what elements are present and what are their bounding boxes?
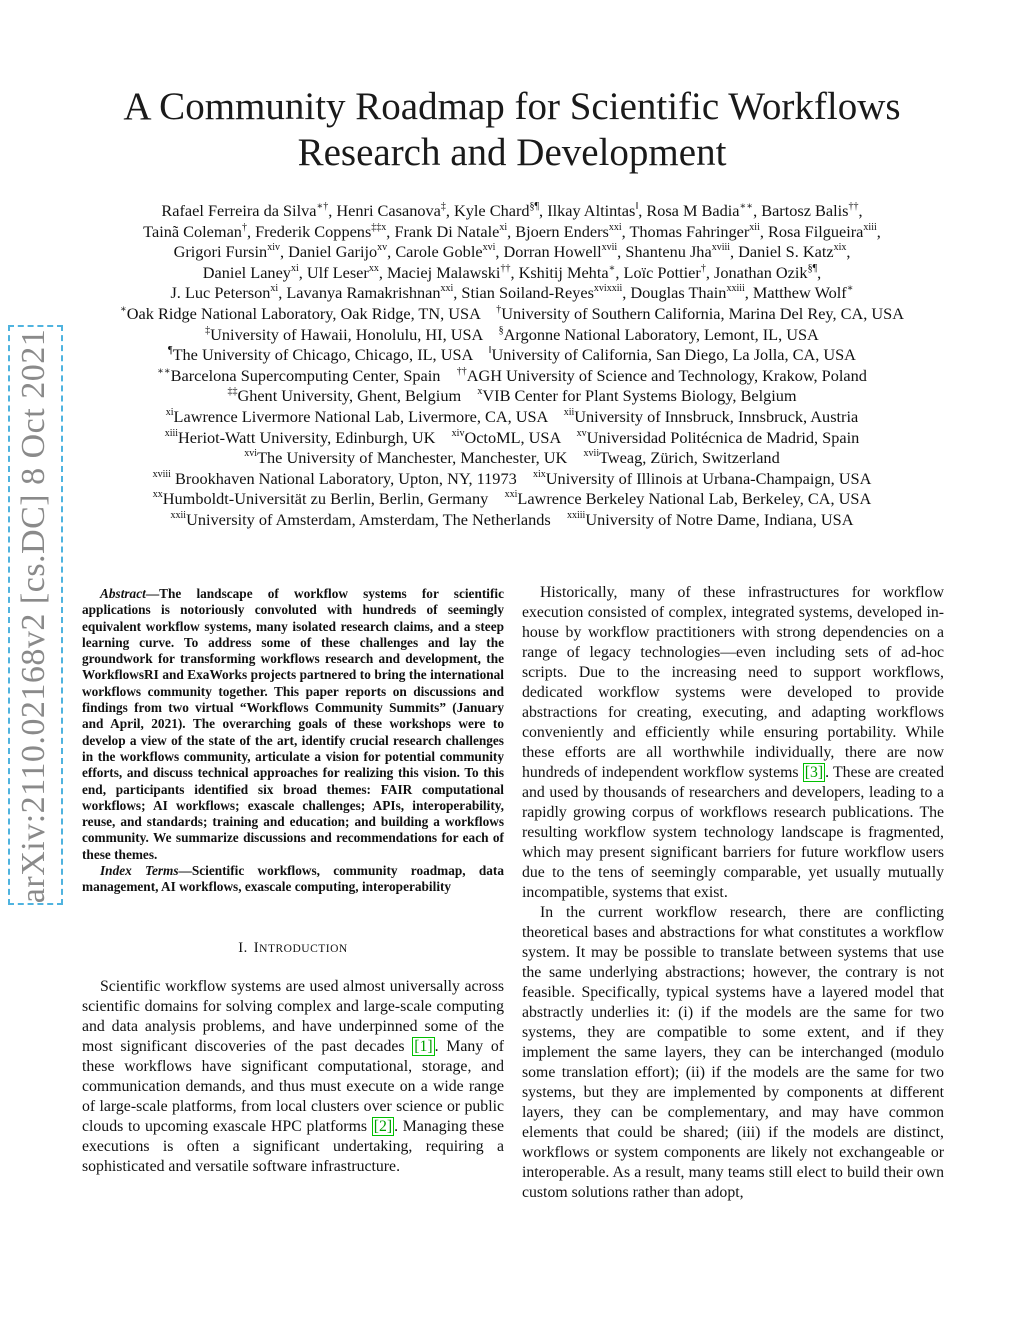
abstract-label: Abstract — [100, 586, 146, 601]
index-terms-text: —Scientific workflows, community roadmap, data management, AI workflows, exascale computing, interoperability — [82, 863, 504, 895]
intro-p2-text-a: Historically, many of these infrastructures for workflow execution consisted of complex, integrated systems, developed in-house by workflow practitioners with strong dependencies on a range of legacy technologies—even including sets of ad-hoc scripts. Due to the increasing need to support workflows, dedicated workflow systems were developed to provide abstractions for creating, executing, and adapting workflows conveniently and efficiently while ensuring portability. While these efforts are all worthwhile individually, there are now hundreds of independent workflow systems — [522, 584, 944, 781]
affiliation-line: ‡‡Ghent University, Ghent, Belgium $^x$VIB Center for Plant Systems Biology, Belgium — [227, 386, 797, 406]
index-terms — [82, 863, 504, 896]
affiliation-line: $^{xvi}$The University of Manchester, Manchester, UK $^{xvii}$Tweag, Zürich, Switzerland — [244, 448, 780, 468]
paper-title-line-2: Research and Development — [297, 131, 727, 174]
intro-paragraph-3: In the current workflow research, there are conflicting theoretical bases and abstractions for what constitutes a workflow system. It may be possible to translate between systems that use the same underlying abstractions; however, the contrary is not feasible. Specifically, typical systems have a layered model that abstractly underlies it: (i) if the models are the same for two systems, they are compatible to some extent, and if they implement the same layers, they can be interchanged (modulo some translation effort); (ii) if the models are the same for two systems, but they are implemented by components at different layers, they can be complementary, and may have common elements that could be shared; (iii) if the models are distinct, workflows or system components are likely not exchangeable or interoperable. As a result, many teams still elect to build their own custom solutions rather than adopt, — [522, 904, 944, 1201]
abstract — [82, 586, 504, 863]
affiliation-line: $^{xi}$Lawrence Livermore National Lab, Livermore, CA, USA $^{xii}$University of Innsbruck, Innsbruck, Austria — [165, 406, 859, 426]
section-number: I. — [238, 939, 248, 956]
section-title-rest: NTRODUCTION — [259, 942, 348, 955]
affiliation-line: $^{xxii}$University of Amsterdam, Amsterdam, The Netherlands $^{xxiii}$University of Notre Dame, Indiana, USA — [170, 509, 854, 529]
intro-paragraph-2 — [522, 583, 944, 903]
affiliation-line: ∗∗Barcelona Supercomputing Center, Spain ††AGH University of Science and Technology, Krakow, Poland — [157, 365, 867, 385]
author-line: J. Luc Peterson$^{xi}$, Lavanya Ramakrishnan$^{xxi}$, Stian Soiland-Reyes$^{xvixxii}$, Douglas Thain$^{xxiii}$, Matthew Wolf∗ — [170, 283, 854, 303]
author-line: Daniel Laney$^{xi}$, Ulf Leser$^{xx}$, Maciej Malawski††, Kshitij Mehta∗, Loïc Pottier†, Jonathan Ozik§¶, — [202, 262, 822, 282]
intro-p2-text-b: . These are created and used by thousands of researchers and developers, leading to a rapidly growing corpus of workflows research publications. The resulting workflow system technology landscape is fragmented, which may present significant barriers for future workflow users due to the tens of seemingly comparable, yet usually mutually incompatible, systems that exist. — [522, 764, 944, 901]
intro-p1-text-a: Scientific workflow systems are used almost universally across scientific domains for solving complex and large-scale computing and data analysis problems, and have underpinned some of the most significant discoveries of the past decades — [82, 977, 504, 1055]
affiliation-line: ‡University of Hawaii, Honolulu, HI, USA §Argonne National Laboratory, Lemont, IL, USA — [205, 324, 819, 344]
index-terms-label: Index Terms — [100, 863, 179, 879]
section-heading-introduction — [82, 938, 504, 959]
intro-p1-text-b: . Many of these workflows have significant computational, storage, and communication demands, and thus must execute on a wide range of large-scale platforms, from local clusters over science or public clouds to upcoming exascale HPC platforms — [82, 1037, 504, 1135]
affiliation-line: $^{xviii}$ Brookhaven National Laboratory, Upton, NY, 11973 $^{xix}$University of Illinois at Urbana-Champaign, USA — [152, 468, 872, 488]
affiliation-line: ¶The University of Chicago, Chicago, IL, USA ‖University of California, San Diego, La Jolla, CA, USA — [168, 345, 856, 365]
right-column — [522, 583, 944, 1203]
arxiv-stamp[interactable]: arXiv:2110.02168v2 [cs.DC] 8 Oct 2021 — [15, 328, 52, 904]
author-line: Tainã Coleman†, Frederik Coppens$^{\ddagger\ddagger x}$, Frank Di Natale$^{xi}$, Bjoern Enders$^{xxi}$, Thomas Fahringer$^{xii}$, Rosa Filgueira$^{xiii}$, — [143, 221, 881, 241]
left-column — [82, 583, 504, 1177]
citation-link-3[interactable]: [3] — [804, 764, 824, 781]
affiliation-line: ∗Oak Ridge National Laboratory, Oak Ridge, TN, USA †University of Southern California, Marina Del Rey, CA, USA — [120, 303, 904, 323]
author-line: Grigori Fursin$^{xiv}$, Daniel Garijo$^{xv}$, Carole Goble$^{xvi}$, Dorran Howell$^{xvii}$, Shantenu Jha$^{xviii}$, Daniel S. Katz$^{xix}$, — [173, 242, 851, 262]
intro-p1-text-c: . Managing these executions is often a significant undertaking, requiring a sophisticated and versatile software infrastructure. — [82, 1117, 505, 1175]
affiliation-line: $^{xx}$Humboldt-Universität zu Berlin, Berlin, Germany $^{xxi}$Lawrence Berkeley National Lab, Berkeley, CA, USA — [152, 489, 872, 509]
author-block — [60, 201, 964, 531]
author-line: Rafael Ferreira da Silva∗†, Henri Casanova‡, Kyle Chard§¶, Ilkay Altintas‖, Rosa M Badia∗∗, Bartosz Balis††, — [161, 201, 863, 220]
citation-link-2[interactable]: [2] — [373, 1117, 393, 1135]
abstract-text: —The landscape of workflow systems for scientific applications is notoriously convoluted with hundreds of seemingly equivalent workflow systems, many isolated research claims, and a steep learning curve. To address some of these challenges and lay the groundwork for transforming workflows research and development, the WorkflowsRI and ExaWorks projects partnered to bring the international workflows community together. This paper reports on discussions and findings from two virtual “Workflows Community Summits” (January and April, 2021). The overarching goals of these workshops were to develop a view of the state of the art, identify crucial research challenges in the workflows community, articulate a vision for potential community efforts, and discuss technical approaches for realizing this vision. To this end, participants identified six broad themes: FAIR computational workflows; AI workflows; exascale challenges; APIs, interoperability, reuse, and standards; training and education; and building a workflows community. We summarize discussions and recommendations for each of these themes. — [82, 586, 504, 862]
section-title-initial: I — [253, 939, 260, 956]
affiliation-line: $^{xiii}$Heriot-Watt University, Edinburgh, UK $^{xiv}$OctoML, USA $^{xv}$Universidad Politécnica de Madrid, Spain — [164, 427, 860, 447]
citation-link-1[interactable]: [1] — [414, 1037, 433, 1055]
paper-title-line-1: A Community Roadmap for Scientific Workflows — [123, 85, 901, 128]
intro-paragraph-1 — [82, 977, 504, 1177]
